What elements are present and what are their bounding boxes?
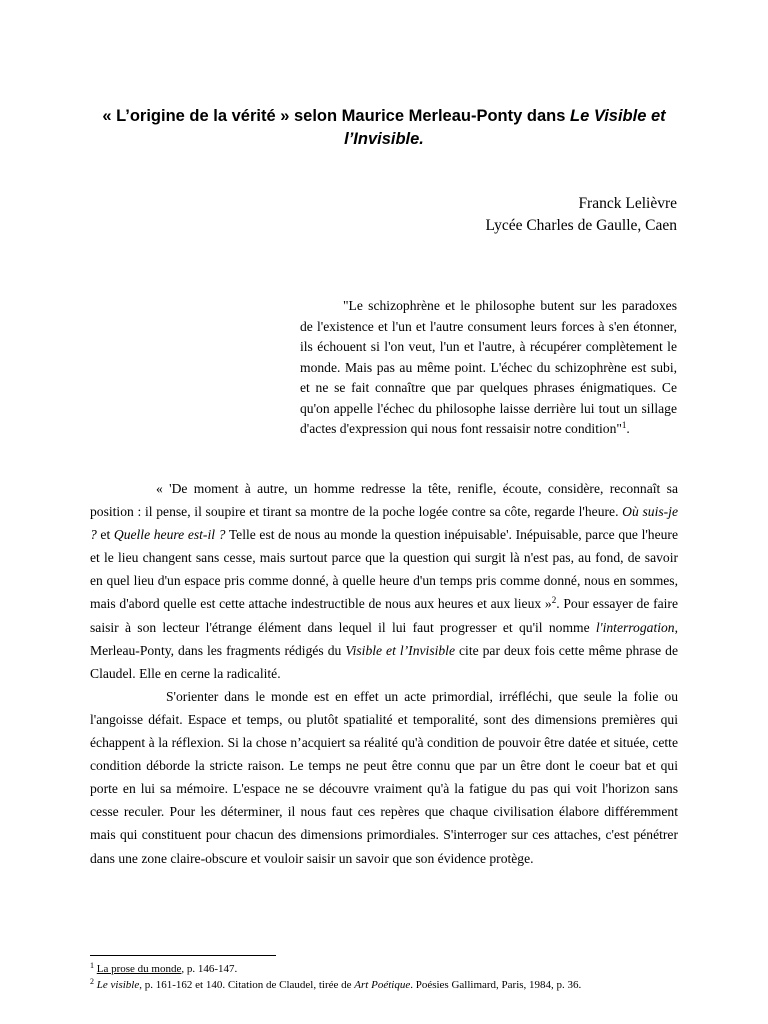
footnote-2-rest: . Poésies Gallimard, Paris, 1984, p. 36. [410,978,582,991]
paragraph-1 [90,477,678,685]
epigraph-text: "Le schizophrène et le philosophe butent sur les paradoxes de l'existence et l'un et l'autre consument leurs forces à s'en étonner, ils échouent si l'on veut, l'un et l'autre, à récupérer complètement le monde. Mais pas au même point. L'échec du schizophrène est subi, et ne se fait connaître que par quelques phrases énigmatiques. Ce qu'on appelle l'échec du philosophe laisse derrière lui tout un sillage d'actes d'expression qui nous font ressaisir notre condition" [300,298,677,436]
footnote-divider [90,955,276,956]
footnote-2-mid: , p. 161-162 et 140. Citation de Claudel, tirée de [139,978,355,991]
p1-italic3: l'interrogation [595,619,675,635]
author-block [485,193,677,237]
footnote-2-title: Le visible [96,978,140,991]
p1-italic2: Quelle heure est-il ? [113,527,226,543]
footnotes [90,962,690,993]
page-title [90,105,678,151]
p1-part4: . Pour essayer de faire saisir à son lecteur l'étrange élément dans lequel il lui faut progresser et qu'il nomme [90,596,678,635]
footnote-number: 2 [90,976,94,986]
footnote-1 [90,962,690,978]
p1-italic1: Où suis-je ? [90,504,678,543]
footnote-1-rest: , p. 146-147. [181,963,238,975]
footnote-2-work: Art Poétique [354,978,411,991]
footnote-1-title[interactable]: La prose du monde [96,963,182,975]
p1-part1: « 'De moment à autre, un homme redresse la tête, renifle, écoute, considère, reconnaît sa position : il pense, il soupire et tirant sa montre de la poche logée contre sa côte, regarde l'heure. [90,481,678,520]
body-text [90,477,678,870]
title-main: « L’origine de la vérité » selon Maurice Merleau-Ponty dans [102,107,570,125]
p1-italic4: Visible et l’Invisible [345,642,455,658]
p1-part2: et [96,527,114,543]
title-italic: Le Visible et l’Invisible. [344,107,666,148]
epigraph [300,296,677,440]
footnote-number: 1 [90,961,94,970]
footnote-ref-1[interactable]: 1 [621,420,627,430]
author-name: Franck Lelièvre [578,195,677,212]
epigraph-end: . [626,421,630,436]
footnote-2 [90,978,690,994]
author-affiliation: Lycée Charles de Gaulle, Caen [485,217,677,234]
p2-text: S'orienter dans le monde est en effet un acte primordial, irréfléchi, que seule la folie ou l'angoisse défait. Espace et temps, ou plutôt spatialité et temporalité, sont des dimensions premières qui échappent à la réflexion. Si la chose n’acquiert sa réalité qu'à condition de pouvoir être datée et située, cette condition déborde la stricte raison. Le temps ne peut être connu que par un être dont le coeur bat et qui porte en lui sa mémoire. L'espace ne se découvre vraiment qu'à la fatigue du pas qui voit l'horizon sans cesse reculer. Pour les déterminer, il nous faut ces repères que chaque civilisation élabore différemment mais qui constituent pour chacun des dimensions primordiales. S'interroger sur ces attaches, c'est pénétrer dans une zone claire-obscure et vouloir saisir un savoir que son évidence protège. [90,688,678,866]
paragraph-2 [90,685,678,870]
p1-part6: cite par deux fois cette même phrase de Claudel. Elle en cerne la radicalité. [90,642,679,681]
footnote-ref-2[interactable]: 2 [551,595,557,606]
p1-part5: , Merleau-Ponty, dans les fragments rédigés du [90,619,678,658]
p1-part3: Telle est de nous au monde la question inépuisable'. Inépuisable, parce que l'heure et le lieu changent sans cesse, mais surtout parce que la question qui surgit là n'est pas, au fond, de savoir en quel lieu d'un espace pris comme donné, à quelle heure d'un temps pris comme donné, nous en sommes, mais d'abord quelle est cette attache indestructible de nous aux heures et aux lieux » [90,527,678,612]
